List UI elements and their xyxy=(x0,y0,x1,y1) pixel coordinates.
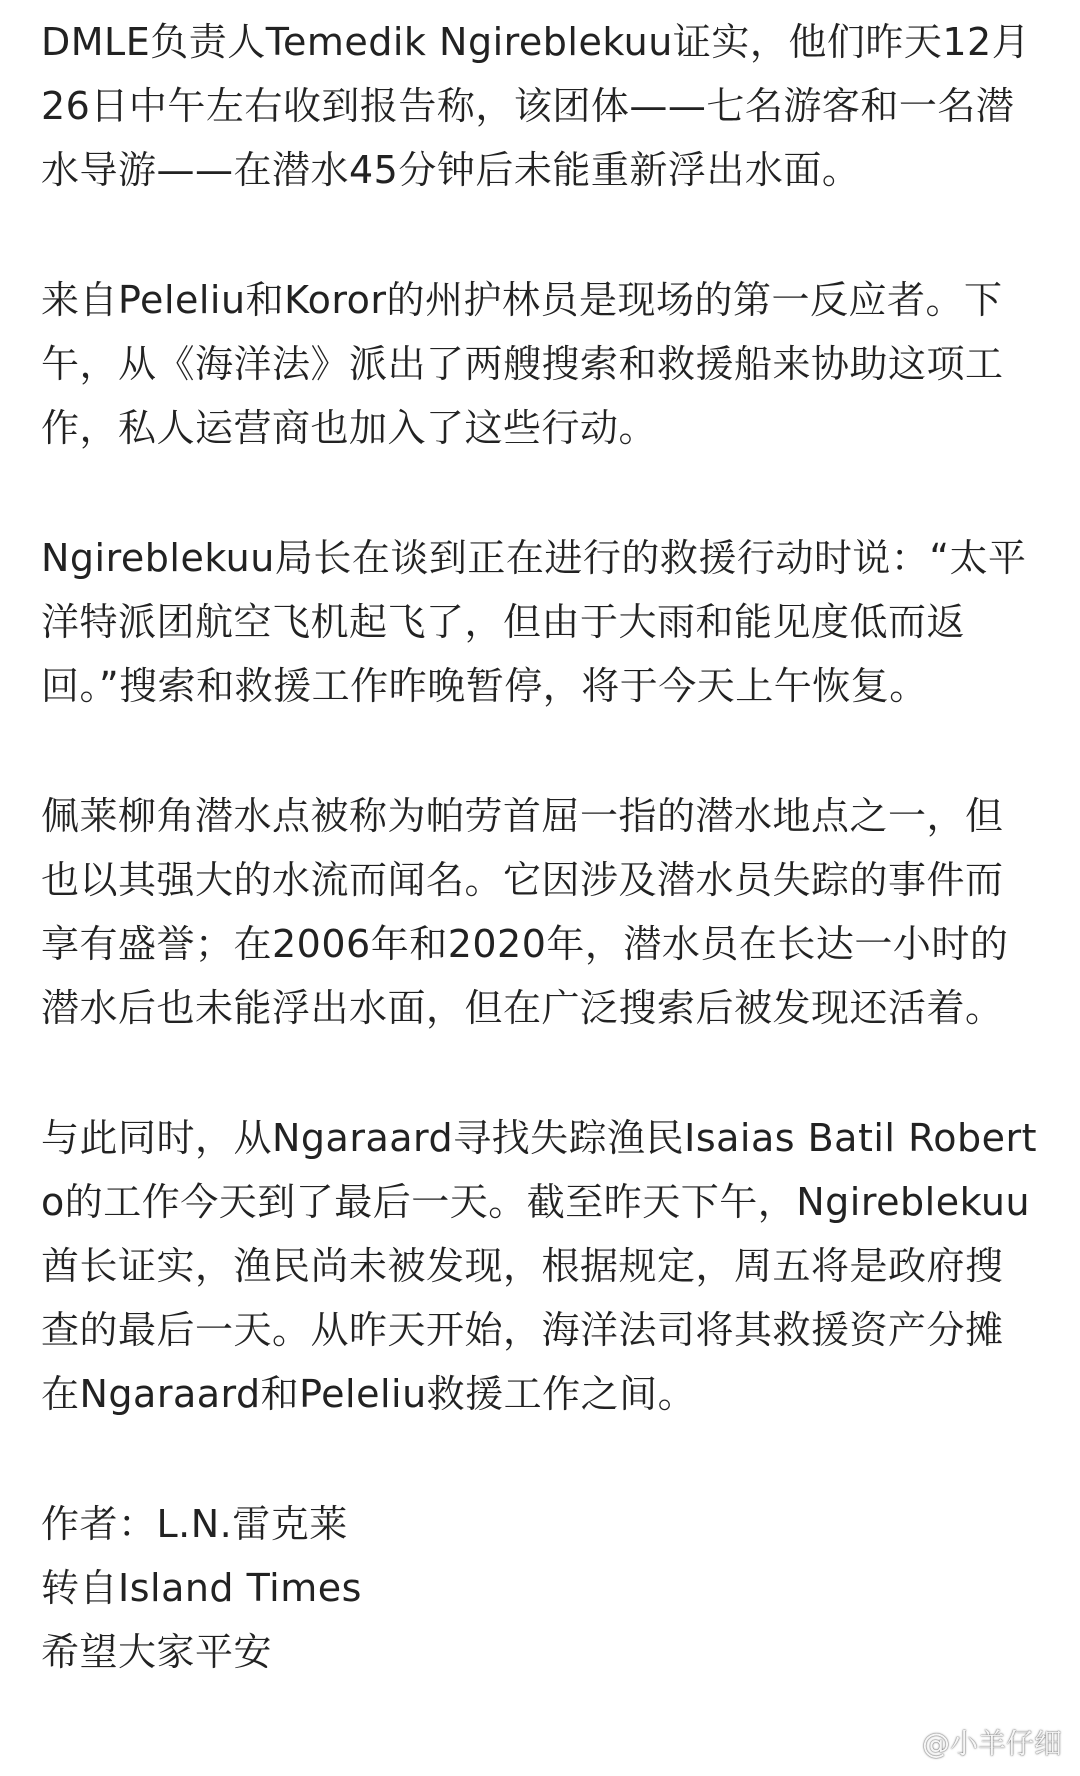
weibo-logo-icon xyxy=(880,1728,914,1756)
article-footer xyxy=(41,1492,1041,1684)
wish-line: 希望大家平安 xyxy=(41,1630,273,1674)
article-paragraph: DMLE负责人Temedik Ngireblekuu证实，他们昨天12月26日中午左右收到报告称，该团体——七名游客和一名潜水导游——在潜水45分钟后未能重新浮出水面。 xyxy=(41,20,1031,192)
author-line: 作者：L.N.雷克莱 xyxy=(41,1502,348,1546)
article-paragraph: 来自Peleliu和Koror的州护林员是现场的第一反应者。下午，从《海洋法》派出了两艘搜索和救援船来协助这项工作，私人运营商也加入了这些行动。 xyxy=(41,278,1004,450)
article-body xyxy=(41,10,1041,1684)
watermark-text: @小羊仔细 xyxy=(921,1727,1062,1760)
source-line: 转自Island Times xyxy=(41,1566,362,1610)
article-paragraph: 佩莱柳角潜水点被称为帕劳首屈一指的潜水地点之一，但也以其强大的水流而闻名。它因涉及潜水员失踪的事件而享有盛誉；在2006年和2020年，潜水员在长达一小时的潜水后也未能浮出水面，但在广泛搜索后被发现还活着。 xyxy=(41,794,1009,1030)
article-paragraph: Ngireblekuu局长在谈到正在进行的救援行动时说：“太平洋特派团航空飞机起飞了，但由于大雨和能见度低而返回。”搜索和救援工作昨晚暂停，将于今天上午恢复。 xyxy=(41,536,1027,708)
article-paragraph: 与此同时，从Ngaraard寻找失踪渔民Isaias Batil Roberto的工作今天到了最后一天。截至昨天下午，Ngireblekuu酋长证实，渔民尚未被发现，根据规定，周五将是政府搜查的最后一天。从昨天开始，海洋法司将其救援资产分摊在Ngaraard和Peleliu救援工作之间。 xyxy=(41,1116,1038,1416)
weibo-watermark xyxy=(880,1722,1062,1762)
